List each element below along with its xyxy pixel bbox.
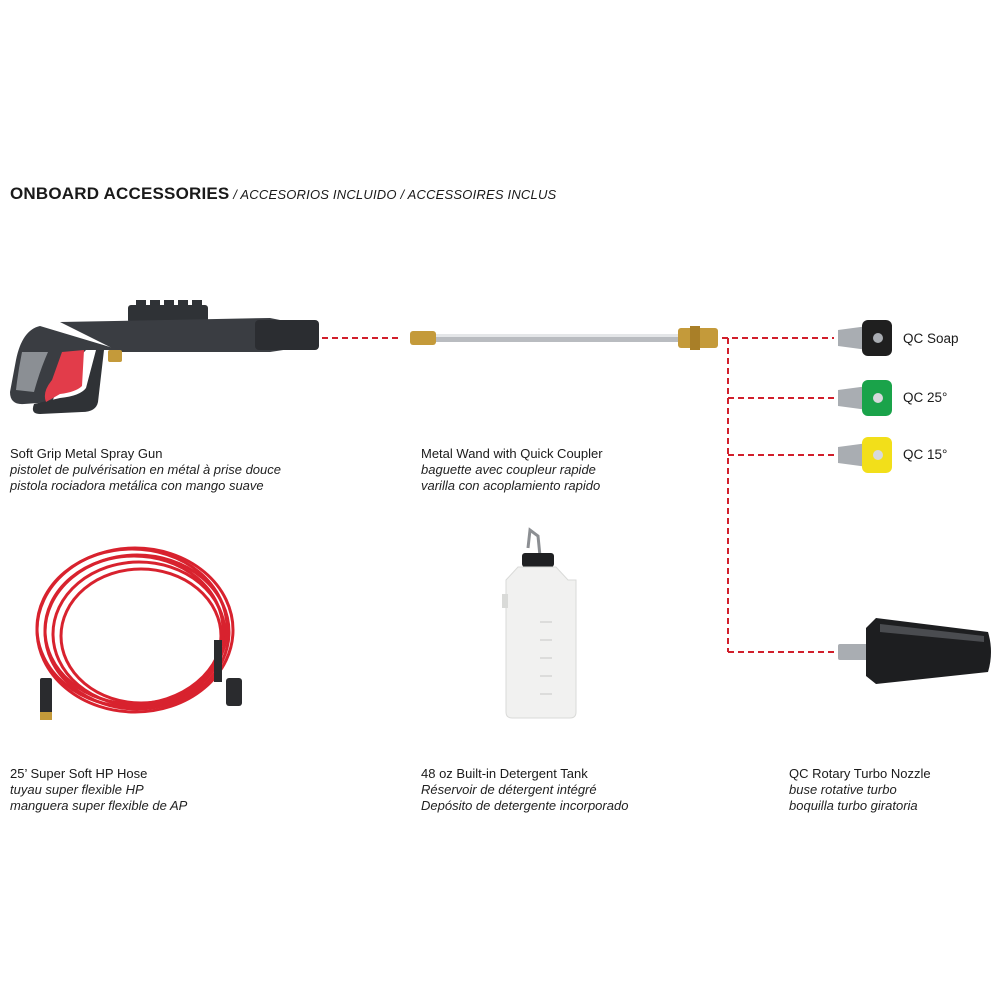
caption-wand-en: Metal Wand with Quick Coupler xyxy=(421,446,603,461)
caption-spray-gun-en: Soft Grip Metal Spray Gun xyxy=(10,446,163,461)
caption-spray-gun xyxy=(10,446,281,494)
nozzle-15-image xyxy=(838,437,892,473)
nozzle-label-15: QC 15° xyxy=(903,447,948,462)
title-translations: / ACCESORIOS INCLUIDO / ACCESSOIRES INCLUS xyxy=(229,187,557,202)
caption-spray-gun-es: pistola rociadora metálica con mango suave xyxy=(10,478,264,493)
nozzle-label-25: QC 25° xyxy=(903,390,948,405)
title-main: ONBOARD ACCESSORIES xyxy=(10,184,230,203)
caption-wand-es: varilla con acoplamiento rapido xyxy=(421,478,601,493)
caption-wand xyxy=(421,446,603,494)
wand-image xyxy=(410,326,718,350)
nozzle-connector-lines xyxy=(722,338,834,652)
caption-tank-es: Depósito de detergente incorporado xyxy=(421,798,629,813)
caption-turbo-en: QC Rotary Turbo Nozzle xyxy=(789,766,931,781)
caption-turbo xyxy=(789,766,931,814)
caption-hose-fr: tuyau super flexible HP xyxy=(10,782,144,797)
hose-image xyxy=(37,548,233,712)
spray-gun-image xyxy=(10,300,319,414)
detergent-tank-image xyxy=(502,530,576,718)
caption-tank xyxy=(421,766,628,814)
nozzle-25-image xyxy=(838,380,892,416)
caption-spray-gun-fr: pistolet de pulvérisation en métal à prise douce xyxy=(10,462,281,477)
turbo-nozzle-image xyxy=(838,618,991,684)
caption-tank-en: 48 oz Built-in Detergent Tank xyxy=(421,766,588,781)
caption-wand-fr: baguette avec coupleur rapide xyxy=(421,462,596,477)
caption-hose-es: manguera super flexible de AP xyxy=(10,798,188,813)
caption-turbo-es: boquilla turbo giratoria xyxy=(789,798,918,813)
nozzle-label-soap: QC Soap xyxy=(903,331,959,346)
caption-turbo-fr: buse rotative turbo xyxy=(789,782,897,797)
nozzle-soap-image xyxy=(838,320,892,356)
caption-hose xyxy=(10,766,187,814)
caption-tank-fr: Réservoir de détergent intégré xyxy=(421,782,597,797)
caption-hose-en: 25’ Super Soft HP Hose xyxy=(10,766,148,781)
